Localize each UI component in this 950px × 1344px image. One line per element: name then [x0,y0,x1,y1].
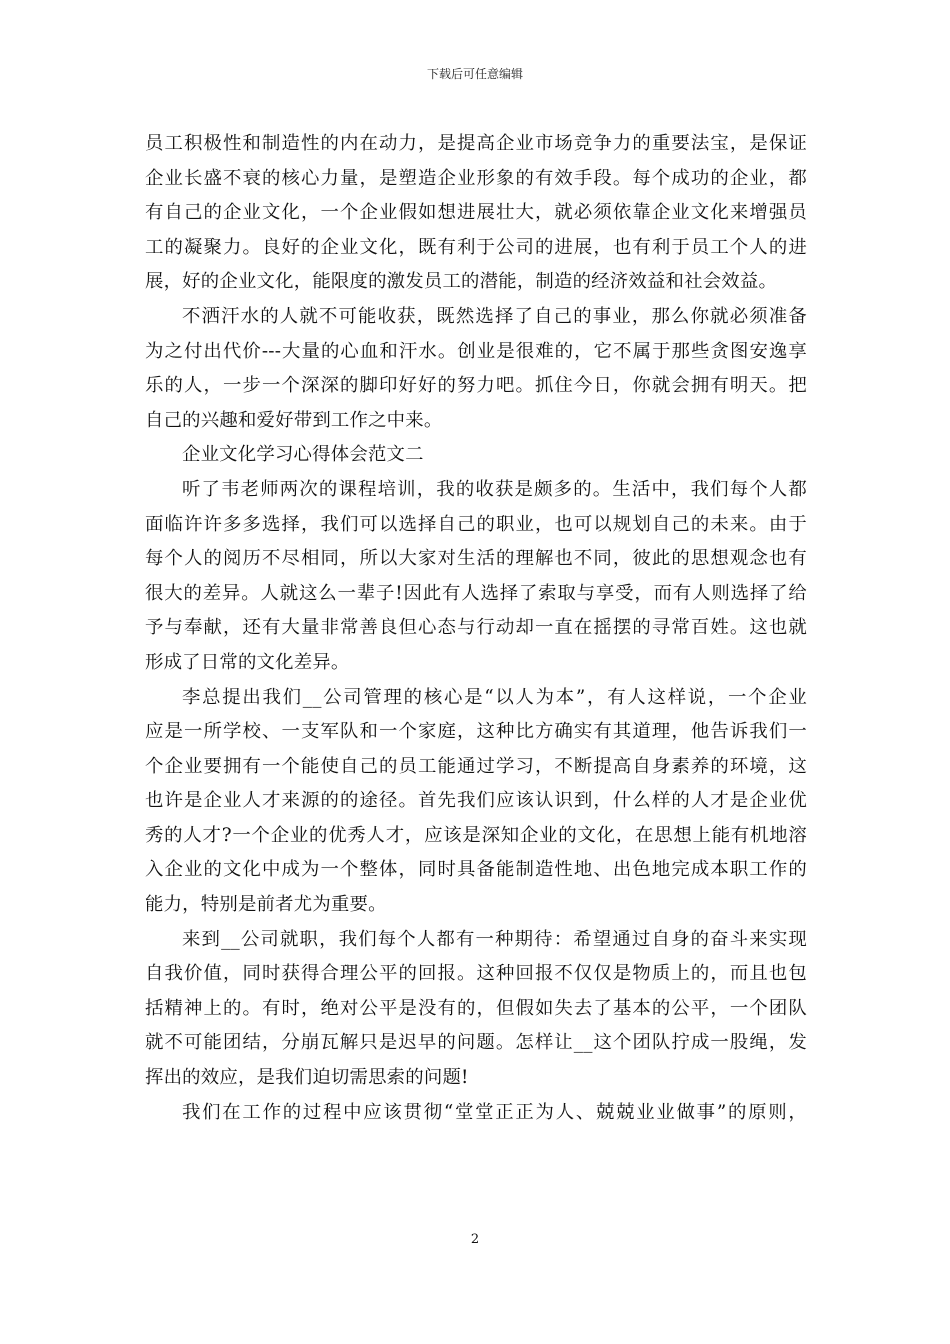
body-line: 挥出的效应，是我们迫切需思索的问题! [145,1067,469,1089]
body-line: 秀的人才?一个企业的优秀人才，应该是深知企业的文化，在思想上能有机地溶 [145,824,807,846]
body-line: 乐的人，一步一个深深的脚印好好的努力吧。抓住今日，你就会拥有明天。把 [145,375,807,397]
body-line: 企业长盛不衰的核心力量，是塑造企业形象的有效手段。每个成功的企业，都 [145,167,807,189]
body-line: 有自己的企业文化，一个企业假如想进展壮大，就必须依靠企业文化来增强员 [145,202,807,224]
body-line: 括精神上的。有时，绝对公平是没有的，但假如失去了基本的公平，一个团队 [145,997,807,1019]
body-line: 员工积极性和制造性的内在动力，是提高企业市场竞争力的重要法宝，是保证 [145,133,807,154]
body-line: 面临许许多多选择，我们可以选择自己的职业，也可以规划自己的未来。由于 [145,513,807,535]
body-line: 自我价值，同时获得合理公平的回报。这种回报不仅仅是物质上的，而且也包 [145,963,807,985]
body-line: 予与奉献，还有大量非常善良但心态与行动却一直在摇摆的寻常百姓。这也就 [145,617,807,639]
body-line: 工的凝聚力。良好的企业文化，既有利于公司的进展，也有利于员工个人的进 [145,236,807,258]
body-line: 李总提出我们__公司管理的核心是“以人为本”，有人这样说，一个企业 [182,686,807,708]
body-line: 形成了日常的文化差异。 [145,651,350,673]
body-line: 个企业要拥有一个能使自己的员工能通过学习，不断提高自身素养的环境，这 [145,755,807,777]
body-line: 很大的差异。人就这么一辈子!因此有人选择了索取与享受，而有人则选择了给 [145,582,807,604]
body-line: 展，好的企业文化，能限度的激发员工的潜能，制造的经济效益和社会效益。 [145,271,778,293]
body-line: 来到__公司就职，我们每个人都有一种期待：希望通过自身的奋斗来实现 [182,928,807,950]
page-number: 2 [470,1232,480,1247]
body-line: 听了韦老师两次的课程培训，我的收获是颇多的。生活中，我们每个人都 [182,478,807,500]
body-line: 为之付出代价---大量的心血和汗水。创业是很难的，它不属于那些贪图安逸享 [145,340,807,362]
body-line: 每个人的阅历不尽相同，所以大家对生活的理解也不同，彼此的思想观念也有 [145,548,807,570]
body-line: 我们在工作的过程中应该贯彻“堂堂正正为人、兢兢业业做事”的原则， [182,1101,807,1123]
section-heading: 企业文化学习心得体会范文二 [182,444,424,466]
body-line: 自己的兴趣和爱好带到工作之中来。 [145,409,443,431]
body-line: 就不可能团结，分崩瓦解只是迟早的问题。怎样让__这个团队拧成一股绳，发 [145,1032,807,1054]
body-line: 应是一所学校、一支军队和一个家庭，这种比方确实有其道理，他告诉我们一 [145,721,807,743]
header-note: 下载后可任意编辑 [426,67,523,81]
body-line: 入企业的文化中成为一个整体，同时具备能制造性地、出色地完成本职工作的 [145,859,807,881]
document-body [145,127,807,1130]
body-line: 也许是企业人才来源的的途径。首先我们应该认识到，什么样的人才是企业优 [145,790,807,812]
body-line: 不洒汗水的人就不可能收获，既然选择了自己的事业，那么你就必须准备 [182,305,807,327]
body-line: 能力，特别是前者尤为重要。 [145,894,387,916]
